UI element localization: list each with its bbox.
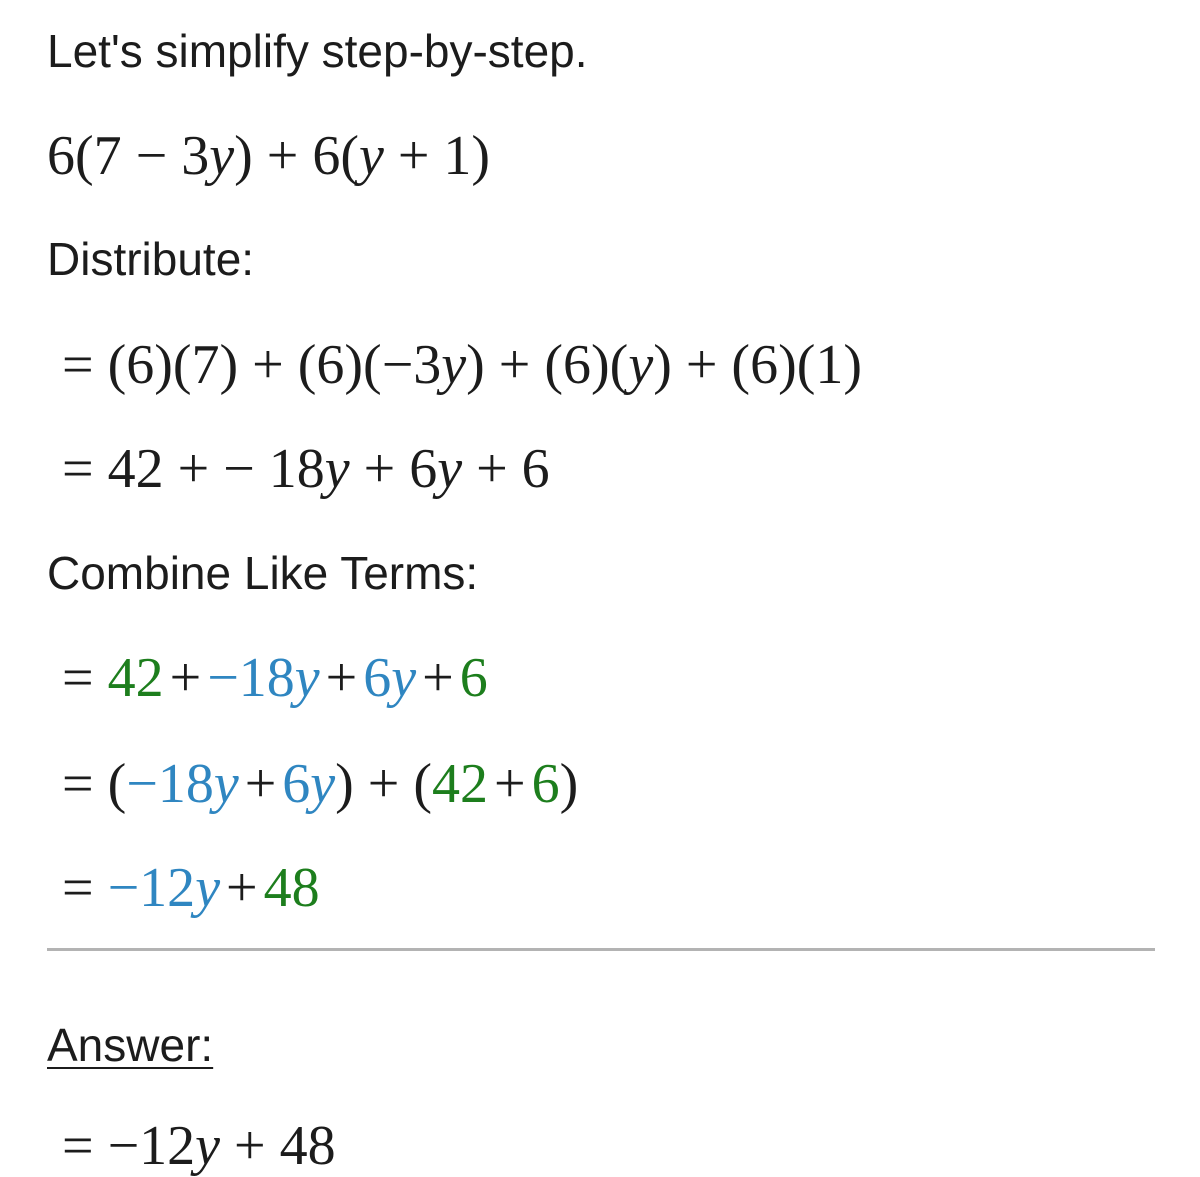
plus-sign: + <box>422 647 454 709</box>
variable-y: y <box>213 753 239 815</box>
combine-step-2 <box>62 753 579 815</box>
variable-y: y <box>391 647 417 709</box>
combine-step-3 <box>62 857 320 919</box>
expr-part: + 6 <box>349 438 438 500</box>
plus-sign: + <box>494 753 526 815</box>
expr-part: = −12 <box>62 1115 196 1177</box>
expr-part: + 6 <box>462 438 550 500</box>
section-divider <box>47 948 1155 951</box>
coefficient: 6 <box>363 647 392 709</box>
constant-term: 42 <box>432 753 489 815</box>
expr-part: 6(7 − 3 <box>47 125 210 187</box>
coefficient: 6 <box>282 753 311 815</box>
variable-y: y <box>628 334 654 396</box>
plus-sign: + <box>244 753 277 815</box>
constant-term: 6 <box>459 647 488 709</box>
plus-sign: + <box>325 647 358 709</box>
expr-part: = 42 + − 18 <box>62 438 325 500</box>
distribute-label: Distribute: <box>47 233 255 285</box>
expr-part: ) + 6( <box>234 125 359 187</box>
coefficient: −18 <box>126 753 214 815</box>
expr-part: ) + (6)(1) <box>653 334 863 396</box>
answer-label: Answer: <box>47 1019 214 1071</box>
coefficient: −18 <box>207 647 295 709</box>
expr-part: ) <box>559 753 579 815</box>
variable-y: y <box>310 753 336 815</box>
variable-y: y <box>358 125 384 187</box>
constant-term: 42 <box>107 647 164 709</box>
constant-term: 48 <box>263 857 320 919</box>
expr-part: = (6)(7) + (6)(−3 <box>62 334 442 396</box>
expr-part: ) + (6)( <box>466 334 629 396</box>
expr-part: + 48 <box>220 1115 336 1177</box>
variable-y: y <box>441 334 467 396</box>
variable-term <box>207 647 319 709</box>
variable-term <box>363 647 416 709</box>
variable-y: y <box>195 1115 221 1177</box>
coefficient: −12 <box>107 857 196 919</box>
expr-part: = ( <box>62 753 127 815</box>
constant-term: 6 <box>531 753 560 815</box>
variable-y: y <box>195 857 221 919</box>
variable-term <box>126 753 238 815</box>
equals-sign: = <box>62 857 94 919</box>
variable-y: y <box>437 438 463 500</box>
expr-part: ) + ( <box>335 753 433 815</box>
variable-term <box>108 857 220 919</box>
variable-y: y <box>324 438 350 500</box>
expr-part: + 1) <box>383 125 491 187</box>
intro-text: Let's simplify step-by-step. <box>47 25 588 77</box>
equals-sign: = <box>62 647 94 709</box>
plus-sign: + <box>226 857 258 919</box>
variable-term <box>282 753 335 815</box>
combine-step-1 <box>62 647 488 709</box>
distribute-step-2 <box>62 438 550 500</box>
plus-sign: + <box>169 647 202 709</box>
distribute-step-1 <box>62 334 863 396</box>
variable-y: y <box>209 125 235 187</box>
variable-y: y <box>294 647 320 709</box>
original-expression <box>47 125 491 187</box>
final-answer <box>62 1115 336 1177</box>
combine-label: Combine Like Terms: <box>47 547 479 599</box>
